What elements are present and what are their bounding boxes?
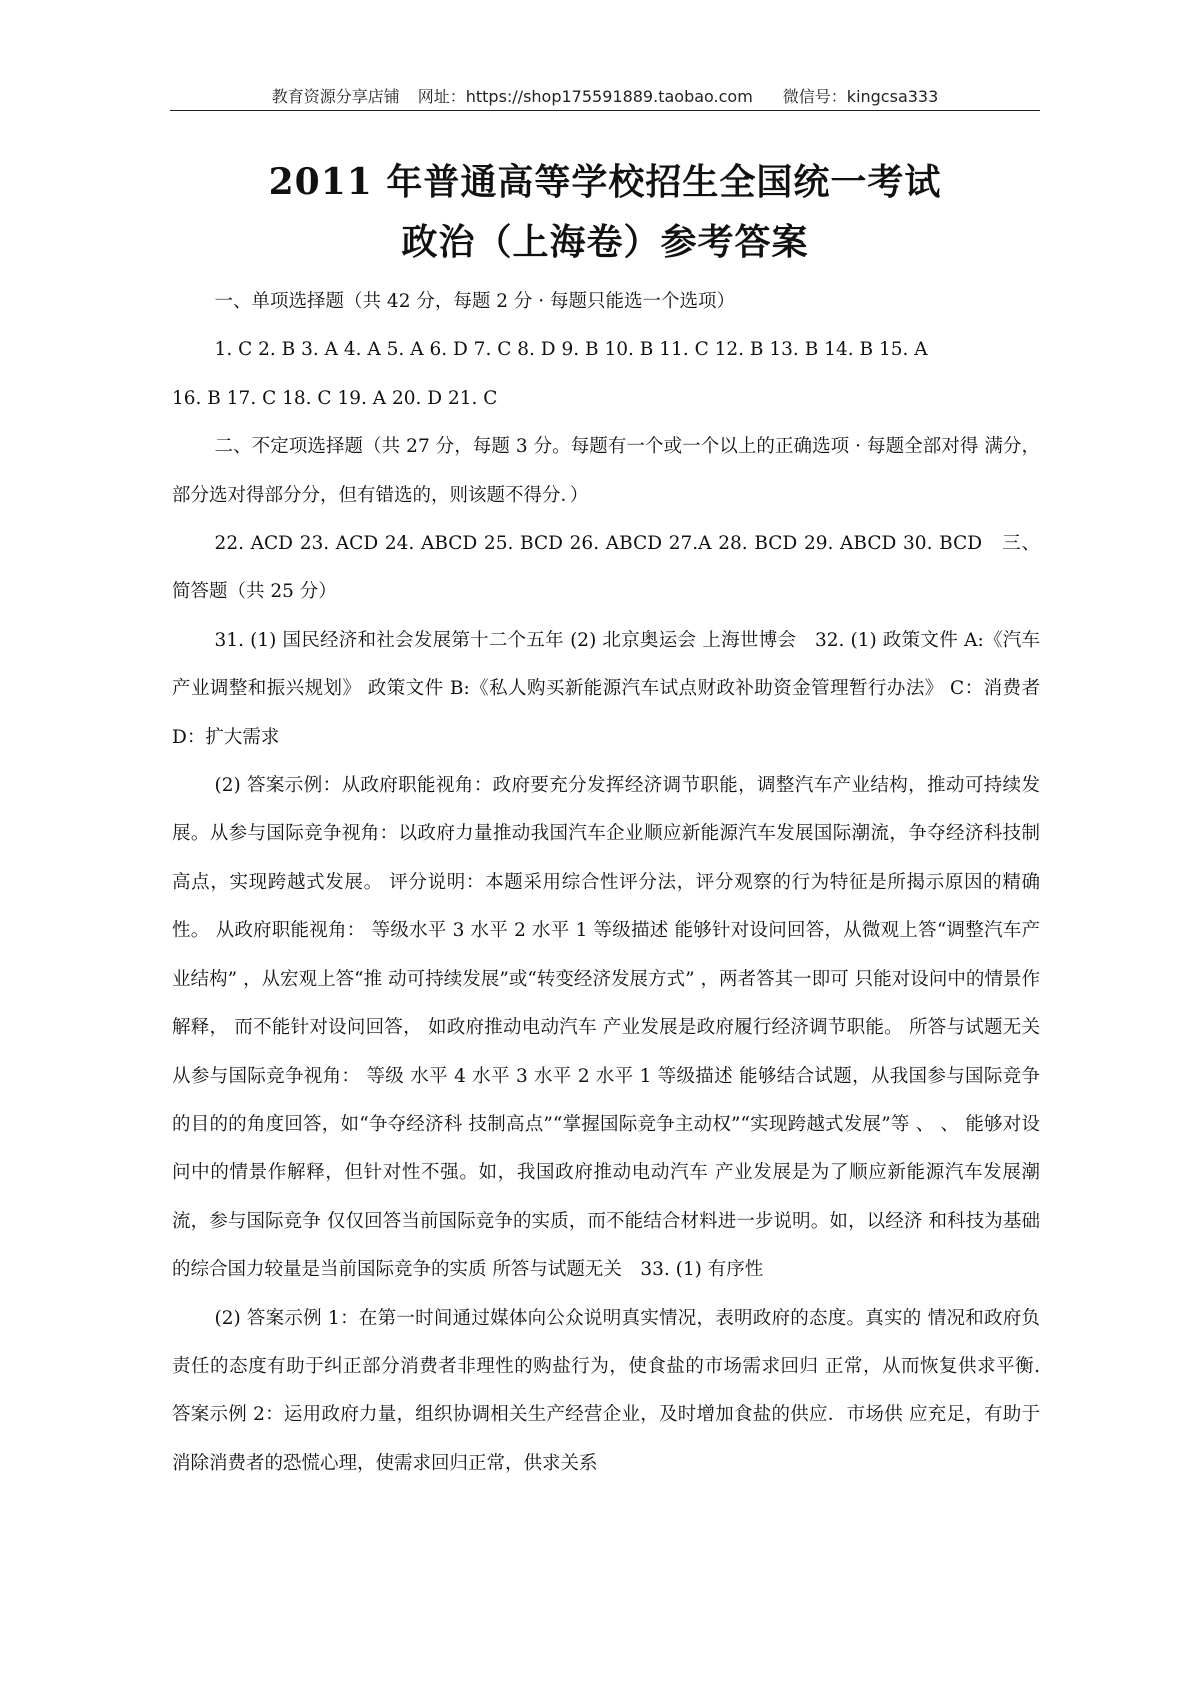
answers-22-30: 22. ACD 23. ACD 24. ABCD 25. BCD 26. ABCD 27.A 28. BCD 29. ABCD 30. BCD 三、简答题（共 25 分） bbox=[172, 533, 1040, 603]
header-shop-name: 教育资源分享店铺 bbox=[271, 87, 400, 106]
answers-31-32: 31. (1) 国民经济和社会发展第十二个五年 (2) 北京奥运会 上海世博会 32. (1) 政策文件 A:《汽车产业调整和振兴规划》 政策文件 B:《私人购买新能源汽车试点财政补助资金管理暂行办法》 C：消费者 D：扩大需求 bbox=[172, 629, 1040, 748]
document-subtitle: 政治（上海卷）参考答案 bbox=[401, 221, 809, 263]
answer-body bbox=[172, 278, 1059, 1488]
header-url: 网址：https://shop175591889.taobao.com bbox=[417, 87, 753, 106]
header-divider bbox=[170, 110, 1040, 111]
section-one-heading: 一、单项选择题（共 42 分，每题 2 分 · 每题只能选一个选项） bbox=[214, 291, 736, 312]
answer-33-2: (2) 答案示例 1：在第一时间通过媒体向公众说明真实情况，表明政府的态度。真实的 情况和政府负责任的态度有助于纠正部分消费者非理性的购盐行为，使食盐的市场需求回归 正常，从而恢复供求平衡. 答案示例 2：运用政府力量，组织协调相关生产经营企业，及时增加食盐的供应．市场供 应充足，有助于消除消费者的恐慌心理，使需求回归正常，供求关系 bbox=[172, 1307, 1059, 1474]
answers-1-15: 1. C 2. B 3. A 4. A 5. A 6. D 7. C 8. D 9. B 10. B 11. C 12. B 13. B 14. B 15. A bbox=[214, 339, 928, 361]
header-wechat: 微信号：kingcsa333 bbox=[782, 87, 939, 106]
answers-16-21: 16. B 17. C 18. C 19. A 20. D 21. C bbox=[172, 387, 498, 409]
answer-32-2: (2) 答案示例：从政府职能视角：政府要充分发挥经济调节职能，调整汽车产业结构，推动可持续发展。从参与国际竞争视角：以政府力量推动我国汽车企业顺应新能源汽车发展国际潮流，争夺经济科技制高点，实现跨越式发展。 评分说明：本题采用综合性评分法，评分观察的行为特征是所揭示原因的精确性。 从政府职能视角： 等级水平 3 水平 2 水平 1 等级描述 能够针对设问回答，从微观上答“调整汽车产业结构” ，从宏观上答“推 动可持续发展”或“转变经济发展方式” ，两者答其一即可 只能对设问中的情景作解释， 而不能针对设问回答， 如政府推动电动汽车 产业发展是政府履行经济调节职能。 所答与试题无关 从参与国际竞争视角： 等级 水平 4 水平 3 水平 2 水平 1 等级描述 能够结合试题，从我国参与国际竞争的目的的角度回答，如“争夺经济科 技制高点”“掌握国际竞争主动权”“实现跨越式发展”等 、 、 能够对设问中的情景作解释，但针对性不强。如，我国政府推动电动汽车 产业发展是为了顺应新能源汽车发展潮流，参与国际竞争 仅仅回答当前国际竞争的实质，而不能结合材料进一步说明。如，以经济 和科技为基础的综合国力较量是当前国际竞争的实质 所答与试题无关 33. (1) 有序性 bbox=[172, 775, 1040, 1281]
document-title: 2011 年普通高等学校招生全国统一考试 bbox=[268, 161, 942, 203]
section-two-heading: 二、不定项选择题（共 27 分，每题 3 分。每题有一个或一个以上的正确选项 · 每题全部对得 满分，部分选对得部分分，但有错选的，则该题不得分．） bbox=[172, 436, 1041, 506]
